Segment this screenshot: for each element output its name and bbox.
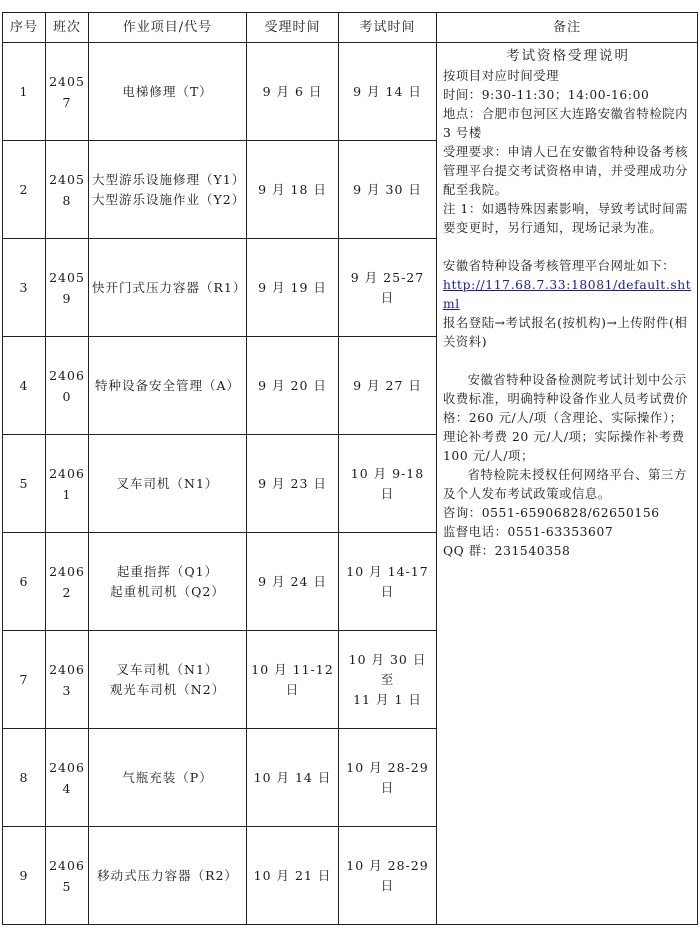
row-class: 2406 4 [46,729,89,827]
header-row [3,13,698,43]
row-class: 2406 3 [46,631,89,729]
notes-line: 报名登陆→考试报名(按机构)→上传附件(相关资料) [443,316,688,349]
row-accept-time: 9 月 20 日 [247,337,339,435]
notes-line: 地点：合肥市包河区大连路安徽省特检院内 3 号楼 [443,107,689,140]
header-item: 作业项目/代号 [89,13,247,43]
notes-cell [437,43,698,925]
row-exam-time: 9 月 30 日 [339,141,437,239]
platform-url-link[interactable]: http://117.68.7.33:18081/default.shtml [443,278,692,311]
header-accept-time: 受理时间 [247,13,339,43]
table-row [3,43,698,141]
notes-line: 省特检院未授权任何网络平台、第三方及个人发布考试政策或信息。 [443,468,687,501]
row-no: 7 [3,631,46,729]
row-exam-time: 9 月 14 日 [339,43,437,141]
row-item: 快开门式压力容器（R1） [89,239,247,337]
notes-line: QQ 群：231540358 [443,544,571,558]
row-no: 6 [3,533,46,631]
row-accept-time: 10 月 11-12 日 [247,631,339,729]
row-class: 2406 1 [46,435,89,533]
header-no: 序号 [3,13,46,43]
header-class: 班次 [46,13,89,43]
row-item: 电梯修理（T） [89,43,247,141]
header-notes: 备注 [437,13,698,43]
row-item: 特种设备安全管理（A） [89,337,247,435]
row-no: 4 [3,337,46,435]
header-exam-time: 考试时间 [339,13,437,43]
row-accept-time: 9 月 24 日 [247,533,339,631]
row-item: 大型游乐设施修理（Y1） 大型游乐设施作业（Y2） [89,141,247,239]
notes-line: 安徽省特种设备考核管理平台网址如下： [443,259,676,273]
row-class: 2405 8 [46,141,89,239]
notes-title: 考试资格受理说明 [506,48,630,64]
row-accept-time: 9 月 19 日 [247,239,339,337]
row-item: 起重指挥（Q1） 起重机司机（Q2） [89,533,247,631]
row-accept-time: 9 月 6 日 [247,43,339,141]
row-exam-time: 10 月 9-18 日 [339,435,437,533]
notes-line: 咨询：0551-65906828/62650156 [443,506,660,520]
row-item: 气瓶充装（P） [89,729,247,827]
row-accept-time: 10 月 14 日 [247,729,339,827]
row-no: 9 [3,827,46,925]
row-exam-time: 9 月 27 日 [339,337,437,435]
row-no: 5 [3,435,46,533]
row-class: 2406 5 [46,827,89,925]
row-no: 2 [3,141,46,239]
row-exam-time: 10 月 28-29 日 [339,729,437,827]
notes-line: 监督电话：0551-63353607 [443,525,614,539]
row-accept-time: 10 月 21 日 [247,827,339,925]
row-exam-time: 10 月 30 日至 11 月 1 日 [339,631,437,729]
notes-line: 注 1：如遇特殊因素影响，导致考试时间需要变更时，另行通知，现场记录为准。 [443,202,689,235]
row-item: 移动式压力容器（R2） [89,827,247,925]
row-exam-time: 9 月 25-27 日 [339,239,437,337]
exam-schedule-table [2,12,698,925]
row-accept-time: 9 月 18 日 [247,141,339,239]
row-class: 2406 0 [46,337,89,435]
row-class: 2405 9 [46,239,89,337]
row-exam-time: 10 月 14-17 日 [339,533,437,631]
row-class: 2406 2 [46,533,89,631]
row-no: 1 [3,43,46,141]
row-no: 8 [3,729,46,827]
row-accept-time: 9 月 23 日 [247,435,339,533]
notes-line: 按项目对应时间受理 [443,69,560,83]
notes-line: 受理要求：申请人已在安徽省特种设备考核管理平台提交考试资格申请，并受理成功分配至我院。 [443,145,689,197]
row-item: 叉车司机（N1） 观光车司机（N2） [89,631,247,729]
row-no: 3 [3,239,46,337]
row-class: 2405 7 [46,43,89,141]
notes-line: 安徽省特种设备检测院考试计划中公示收费标准，明确特种设备作业人员考试费价格：260 元/人/项（含理论、实际操作）；理论补考费 20 元/人/项；实际操作补考费 100 元/人/项； [443,373,689,463]
notes-line: 时间：9:30-11:30；14:00-16:00 [443,88,650,102]
row-item: 叉车司机（N1） [89,435,247,533]
row-exam-time: 10 月 28-29 日 [339,827,437,925]
